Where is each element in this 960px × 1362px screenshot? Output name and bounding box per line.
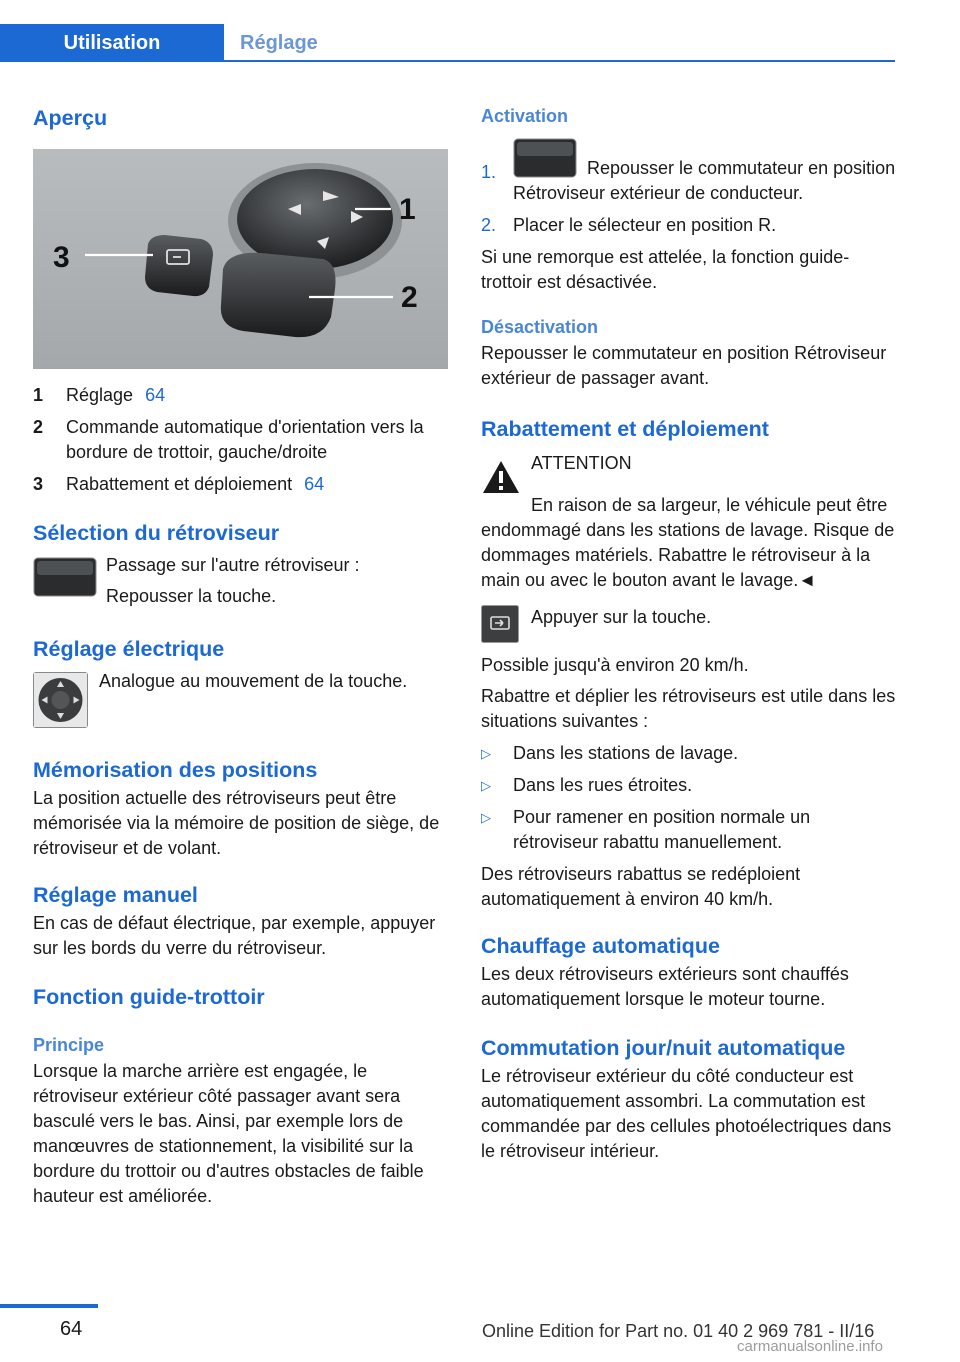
left-column (33, 100, 448, 1209)
triangle-bullet-icon: ▷ (481, 778, 491, 793)
mirror-switch-illustration (33, 149, 448, 369)
photo-label-3: 3 (53, 241, 70, 274)
reglage-electrique-block (33, 669, 448, 728)
desactivation-text: Repousser le commutateur en position Rétroviseur extérieur de passager avant. (481, 343, 887, 388)
selection-line-1: Passage sur l'autre rétroviseur : (106, 555, 360, 575)
guide-trottoir-heading: Fonction guide-trottoir (33, 985, 265, 1009)
tab-reglage[interactable]: Réglage (240, 32, 318, 54)
rabattement-heading: Rabattement et déploiement (481, 417, 769, 441)
watermark: carmanualsonline.info (737, 1338, 883, 1355)
attention-block (481, 451, 897, 495)
legend-item: 1 Réglage 64 (33, 385, 166, 405)
page-number: 64 (60, 1318, 83, 1340)
activation-heading: Activation (481, 106, 569, 126)
commutation-heading: Commutation jour/nuit automatique (481, 1036, 846, 1060)
possible-text: Possible jusqu'à environ 20 km/h. (481, 655, 749, 675)
chauffage-heading: Chauffage automatique (481, 934, 720, 958)
edition-text: Online Edition for Part no. 01 40 2 969 781 - II/16 (482, 1321, 875, 1341)
list-item: ▷ Dans les rues étroites. (481, 773, 897, 798)
triangle-bullet-icon: ▷ (481, 746, 491, 761)
legend-item: 2 Commande automatique d'orientation vers la bordure de trottoir, gauche/droite (33, 417, 424, 462)
joystick-icon (33, 672, 88, 728)
remorque-text: Si une remorque est attelée, la fonction guide-trottoir est désactivée. (481, 247, 850, 292)
appuyer-text: Appuyer sur la touche. (531, 607, 712, 627)
photo-label-1: 1 (399, 193, 416, 226)
attention-label: ATTENTION (531, 453, 632, 473)
principe-heading: Principe (33, 1035, 105, 1055)
list-item: ▷ Pour ramener en position normale un rétroviseur rabattu manuellement. (481, 805, 897, 855)
list-item: ▷ Dans les stations de lavage. (481, 741, 897, 766)
rabattre-text: Rabattre et déplier les rétroviseurs est utile dans les situations suivantes : (481, 686, 896, 731)
switch-button-icon (513, 138, 577, 178)
selection-heading: Sélection du rétroviseur (33, 521, 280, 545)
legend-item: 3 Rabattement et déploiement 64 (33, 474, 325, 494)
page-link[interactable]: 64 (145, 385, 166, 405)
triangle-bullet-icon: ▷ (481, 810, 491, 825)
fold-button-block (481, 605, 897, 643)
right-column (481, 100, 897, 1164)
selection-block (33, 553, 448, 609)
situations-list (481, 741, 897, 855)
memorisation-heading: Mémorisation des positions (33, 758, 318, 782)
page-link[interactable]: 64 (304, 474, 325, 494)
selection-line-2: Repousser la touche. (106, 586, 277, 606)
photo-label-2: 2 (401, 281, 418, 314)
attention-text: En raison de sa largeur, le véhicule peut être endommagé dans les stations de lavage. Risque de dommages matériels. Rabattre le rétroviseur à la main ou avec le bouton avant le lavage.◄ (481, 495, 895, 590)
mirror-control-photo (33, 149, 448, 369)
chauffage-text: Les deux rétroviseurs extérieurs sont chauffés automatiquement lorsque le moteur tourne. (481, 964, 849, 1009)
memorisation-text: La position actuelle des rétroviseurs peut être mémorisée via la mémoire de position de siège, de rétroviseur et de volant. (33, 788, 440, 858)
fold-mirror-icon (481, 605, 519, 643)
principe-text: Lorsque la marche arrière est engagée, le rétroviseur extérieur côté passager avant sera basculé vers le bas. Ainsi, par exemple lors de manœuvres de stationnement, la visibilité sur la bordure du trottoir ou d'autres obstacles de faible hauteur est améliorée. (33, 1061, 424, 1206)
footer-accent-bar (0, 1304, 98, 1308)
commutation-text: Le rétroviseur extérieur du côté conducteur est automatiquement assombri. La commutation est commandée par des cellules photoélectriques dans le rétroviseur intérieur. (481, 1066, 892, 1161)
reglage-manuel-text: En cas de défaut électrique, par exemple, appuyer sur les bords du verre du rétroviseur. (33, 913, 436, 958)
tab-utilisation[interactable]: Utilisation (0, 24, 224, 62)
reglage-manuel-heading: Réglage manuel (33, 883, 198, 907)
legend-list (33, 383, 448, 497)
step-item: 2. Placer le sélecteur en position R. (481, 215, 777, 235)
redeploy-text: Des rétroviseurs rabattus se redéploient automatiquement à environ 40 km/h. (481, 864, 801, 909)
header-divider (0, 60, 895, 62)
reglage-electrique-text: Analogue au mouvement de la touche. (99, 671, 408, 691)
warning-icon (481, 459, 521, 495)
reglage-electrique-heading: Réglage électrique (33, 637, 225, 661)
apercu-heading: Aperçu (33, 106, 108, 130)
switch-button-icon (33, 557, 97, 597)
activation-steps (481, 138, 897, 238)
desactivation-heading: Désactivation (481, 317, 599, 337)
step-item: 1. Repousser le commutateur en position Rétroviseur extérieur de conducteur. (481, 138, 897, 206)
header-tabs (0, 24, 895, 62)
